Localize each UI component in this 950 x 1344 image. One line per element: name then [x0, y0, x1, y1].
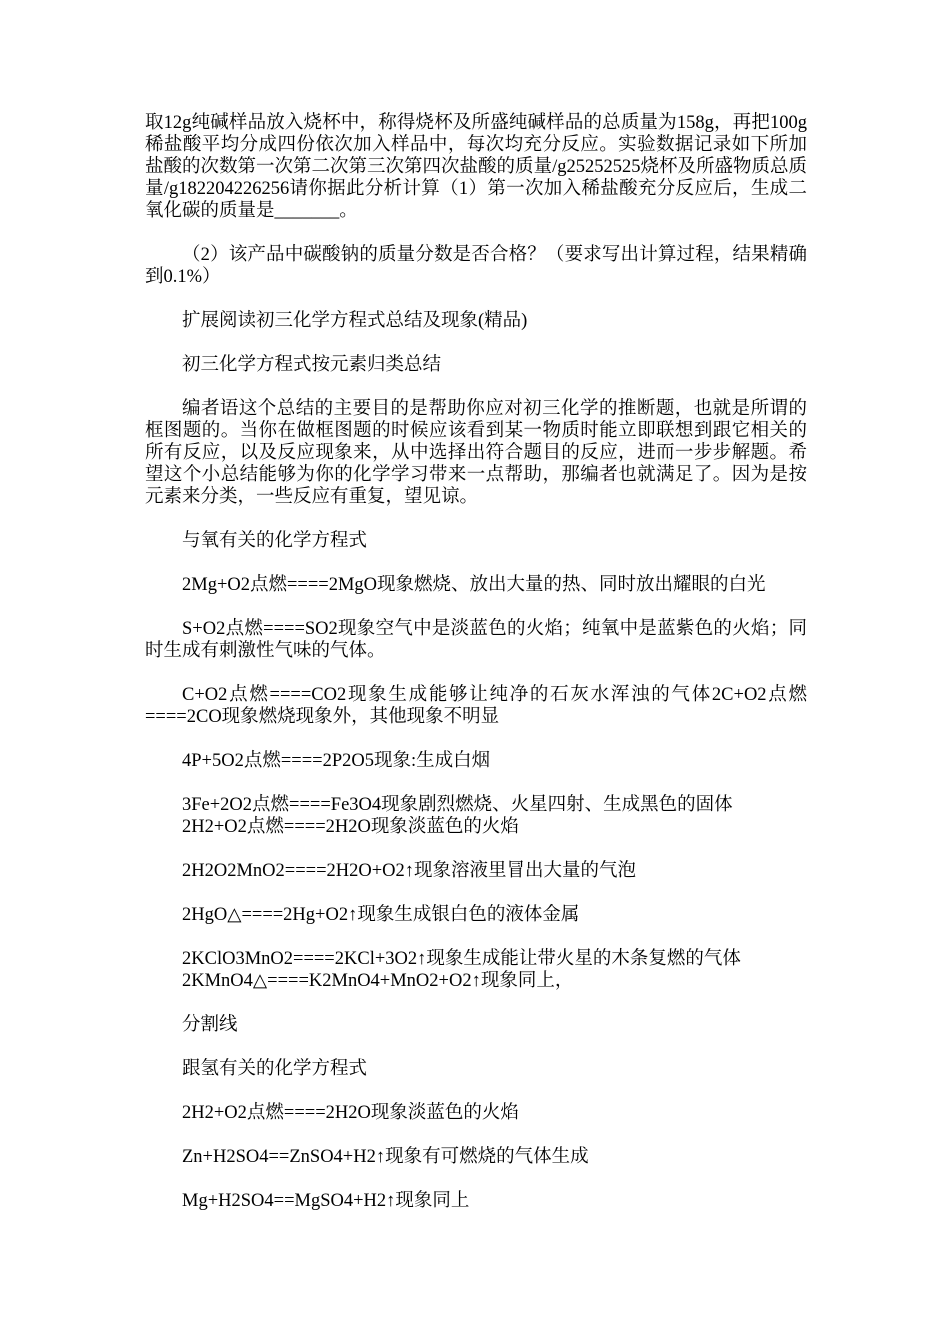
paragraph: [145, 398, 807, 508]
paragraph-text: 初三化学方程式按元素归类总结: [182, 355, 442, 375]
paragraph: [145, 1190, 807, 1212]
paragraph: [145, 904, 807, 926]
paragraph-text: Zn+H2SO4==ZnSO4+H2↑现象有可燃烧的气体生成: [182, 1147, 589, 1167]
paragraph: [145, 948, 807, 992]
paragraph-text: 2HgO△====2Hg+O2↑现象生成银白色的液体金属: [182, 905, 580, 925]
paragraph: [145, 112, 807, 222]
paragraph: [145, 618, 807, 662]
paragraph-text: 取12g纯碱样品放入烧杯中，称得烧杯及所盛纯碱样品的总质量为158g，再把100g稀盐酸平均分成四份依次加入样品中，每次均充分反应。实验数据记录如下所加盐酸的次数第一次第二次第三次第四次盐酸的质量/g25252525烧杯及所盛物质总质量/g182204226256请你据此分析计算（1）第一次加入稀盐酸充分反应后，生成二氧化碳的质量是_______。: [145, 113, 807, 221]
paragraph-text: 扩展阅读初三化学方程式总结及现象(精品): [182, 311, 528, 331]
paragraph-text: 跟氢有关的化学方程式: [182, 1059, 368, 1079]
paragraph: [145, 310, 807, 332]
paragraph: [145, 794, 807, 838]
paragraph-text: 编者语这个总结的主要目的是帮助你应对初三化学的推断题，也就是所谓的框图题的。当你在做框图题的时候应该看到某一物质时能立即联想到跟它相关的所有反应，以及反应现象来，从中选择出符合题目的反应，进而一步步解题。希望这个小总结能够为你的化学学习带来一点帮助，那编者也就满足了。因为是按元素来分类，一些反应有重复，望见谅。: [145, 399, 807, 507]
paragraph-text: 2H2+O2点燃====2H2O现象淡蓝色的火焰: [182, 817, 519, 837]
paragraph: [145, 1102, 807, 1124]
paragraph-text: 2H2+O2点燃====2H2O现象淡蓝色的火焰: [182, 1103, 519, 1123]
paragraph-text: 分割线: [182, 1015, 238, 1035]
paragraph: [145, 684, 807, 728]
paragraph-text: 2KMnO4△====K2MnO4+MnO2+O2↑现象同上，: [182, 971, 574, 991]
paragraph: [145, 1058, 807, 1080]
paragraph: [145, 574, 807, 596]
paragraph-text: Mg+H2SO4==MgSO4+H2↑现象同上: [182, 1191, 470, 1211]
paragraph: [145, 530, 807, 552]
paragraph-text: C+O2点燃====CO2现象生成能够让纯净的石灰水浑浊的气体2C+O2点燃====2CO现象燃烧现象外，其他现象不明显: [145, 685, 807, 727]
paragraph-text: 与氧有关的化学方程式: [182, 531, 368, 551]
paragraph: [145, 860, 807, 882]
paragraph-text: 2Mg+O2点燃====2MgO现象燃烧、放出大量的热、同时放出耀眼的白光: [182, 575, 766, 595]
paragraph-text: S+O2点燃====SO2现象空气中是淡蓝色的火焰；纯氧中是蓝紫色的火焰；同时生成有刺激性气味的气体。: [145, 619, 807, 661]
paragraph: [145, 244, 807, 288]
paragraph-text: 2H2O2MnO2====2H2O+O2↑现象溶液里冒出大量的气泡: [182, 861, 637, 881]
document-body: [145, 112, 807, 1234]
paragraph: [145, 354, 807, 376]
paragraph-text: 2KClO3MnO2====2KCl+3O2↑现象生成能让带火星的木条复燃的气体: [182, 949, 741, 969]
paragraph-text: （2）该产品中碳酸钠的质量分数是否合格？（要求写出计算过程，结果精确到0.1%）: [145, 245, 807, 287]
paragraph-text: 4P+5O2点燃====2P2O5现象:生成白烟: [182, 751, 491, 771]
paragraph: [145, 1014, 807, 1036]
paragraph: [145, 1146, 807, 1168]
paragraph: [145, 750, 807, 772]
paragraph-text: 3Fe+2O2点燃====Fe3O4现象剧烈燃烧、火星四射、生成黑色的固体: [182, 795, 733, 815]
